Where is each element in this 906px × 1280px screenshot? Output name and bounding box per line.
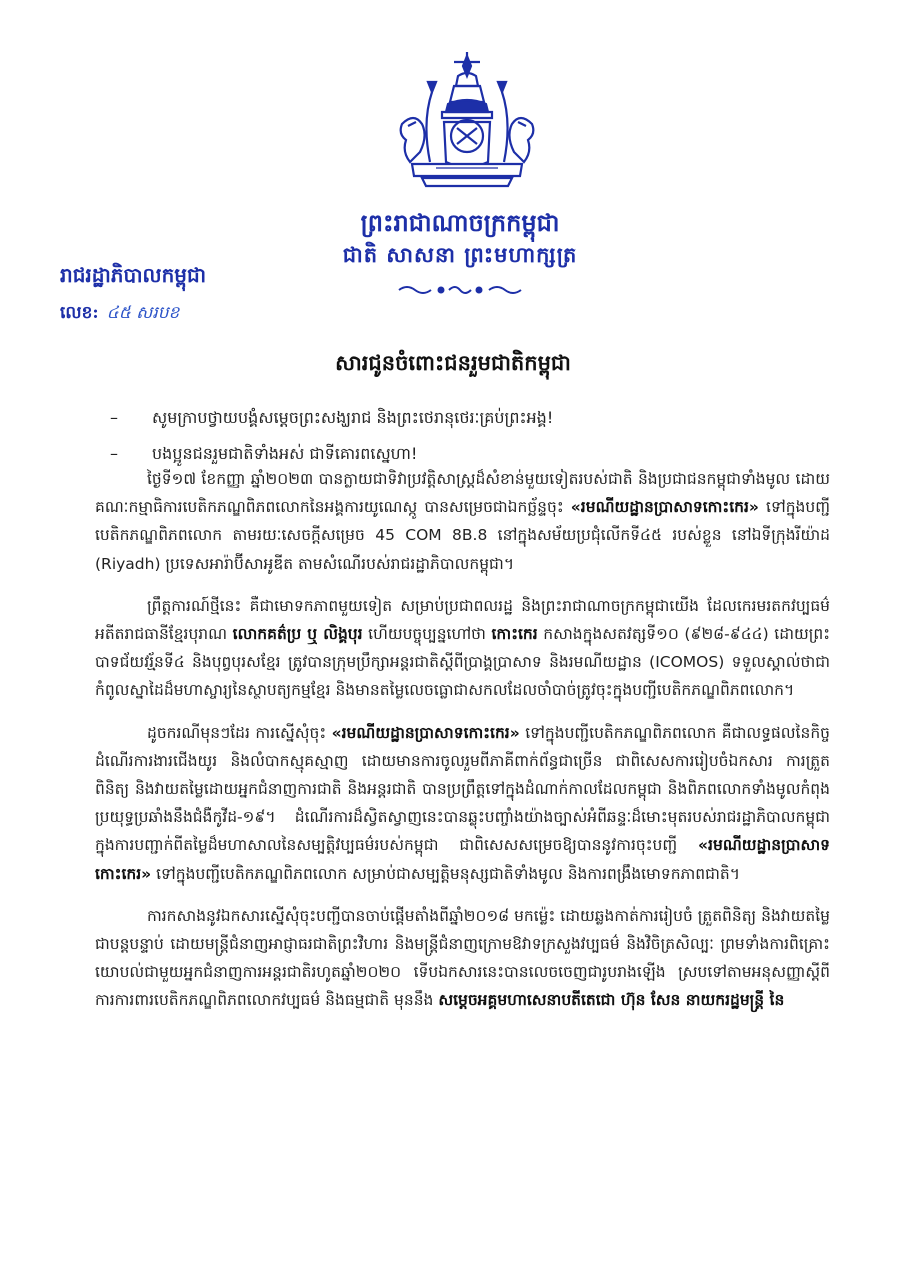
government-name: រាជរដ្ឋាភិបាលកម្ពុជា [60,263,206,287]
paragraph-text: ថ្ងៃទី១៧ ខែកញ្ញា ឆ្នាំ២០២៣ បានក្លាយជាទិវាប្រវត្តិសាស្ត្រដ៏សំខាន់មួយទៀតរបស់ជាតិ និងប្រជាជនកម្ពុជាទាំងមូល ដោយគណៈកម្មាធិការបេតិកភណ្ឌពិភពលោកនៃអង្គការយូណេស្កូ បានសម្រេចជាឯកច្ឆ័ន្ទចុះ [95,470,830,517]
salutation-text: សូមក្រាបថ្វាយបង្គំសម្តេចព្រះសង្ឃរាជ និងព្រះថេរានុថេរៈគ្រប់ព្រះអង្គ! [152,408,554,427]
paragraph-text: ហើយបច្ចុប្បន្នហៅថា [362,625,492,644]
body-paragraph [95,719,830,888]
body-paragraph [95,902,830,1015]
paragraph-text: ព្រឹត្តការណ៍ថ្មីនេះ គឺជាមោទកភាពមួយទៀត សម្រាប់ប្រជាពលរដ្ឋ និងព្រះរាជាណាចក្រកម្ពុជាយើង ដែលកេរមរតកវប្បធម៌អតីតរាជធានីខ្មែរបុរាណ [95,596,830,644]
paragraph-text: ទៅក្នុងបញ្ជីបេតិកភណ្ឌពិភពលោក តាមរយៈសេចក្តីសម្រេច 45 COM 8B.8 នៅក្នុងសម័យប្រជុំលើកទី៤៥ របស់ខ្លួន នៅឯទីក្រុងរីយ៉ាដ (Riyadh) ប្រទេសអារ៉ាប៊ីសាអូឌីត តាមសំណើរបស់រាជរដ្ឋាភិបាលកម្ពុជា។ [95,498,830,573]
document-title: សារជូនចំពោះជនរួមជាតិកម្ពុជា [335,350,571,375]
salutation-item [110,400,830,436]
paragraph-text: ការកសាងនូវឯកសារស្នើសុំចុះបញ្ជីបានចាប់ផ្តើមតាំងពីឆ្នាំ២០១៨ មកម្ល៉េះ ដោយឆ្លងកាត់ការរៀបចំ ត្រួតពិនិត្យ និងវាយតម្លៃជាបន្តបន្ទាប់ ដោយមន្ត្រីជំនាញអាជ្ញាធរជាតិព្រះវិហារ និងមន្ត្រីជំនាញក្រោមឱវាទក្រសួងវប្បធម៌ និងវិចិត្រសិល្បៈ ព្រមទាំងការពិគ្រោះយោបល់ជាមួយអ្នកជំនាញការអន្តរជាតិរហូតឆ្នាំ២០២០ ទើបឯកសារនេះបានលេចចេញជារូបរាងឡើង ស្របទៅតាមអនុសញ្ញាស្តីពីការការពារបេតិកភណ្ឌពិភពលោកវប្បធម៌ និងធម្មជាតិ មុននឹង [95,906,830,1010]
reference-number: ៤៥ សរបខ [106,303,180,323]
salutation-dash: – [110,408,118,427]
paragraph-text: ដូចករណីមុនៗដែរ ការស្នើសុំចុះ [147,723,332,742]
kingdom-title: ព្រះរាជាណាចក្រកម្ពុជា [360,208,560,237]
body-paragraph [95,465,830,578]
salutation-text: បងប្អូនជនរួមជាតិទាំងអស់ ជាទីគោរពស្នេហា! [152,444,418,463]
site-name-emphasis: «រមណីយដ្ឋានប្រាសាទកោះកេរ» [570,498,759,517]
reference-label: លេខ: [60,303,99,323]
decorative-ornament-icon [395,282,525,298]
body-paragraph [95,592,830,705]
letter-body [95,465,830,1029]
site-name-emphasis: «រមណីយដ្ឋានប្រាសាទកោះកេរ» [331,723,520,742]
paragraph-text: ទៅក្នុងបញ្ជីបេតិកភណ្ឌពិភពលោក គឺជាលទ្ធផលនៃកិច្ចដំណើរការងារជើងយូរ និងលំបាកស្មុគស្មាញ ដោយមានការចូលរួមពីភាគីពាក់ព័ន្ធជាច្រើន ជាពិសេសការរៀបចំឯកសារ ការត្រួតពិនិត្យ និងវាយតម្លៃដោយអ្នកជំនាញការជាតិ និងអន្តរជាតិ បានប្រព្រឹត្តទៅក្នុងដំណាក់កាលដែលកម្ពុជា និងពិភពលោកទាំងមូលកំពុងប្រយុទ្ធប្រឆាំងនឹងជំងឺកូវីដ-១៩។ ដំណើរការដ៏ស្វិតស្វាញនេះបានឆ្លុះបញ្ចាំងយ៉ាងច្បាស់អំពីឆន្ទៈដ៏មោះមុតរបស់រាជរដ្ឋាភិបាលកម្ពុជា ក្នុងការបញ្ជាក់ពីតម្លៃដ៏មហាសាលនៃសម្បត្តិវប្បធម៌របស់កម្ពុជា ជាពិសេសសម្រេចឱ្យបាននូវការចុះបញ្ជី [95,723,830,855]
salutation-dash: – [110,444,118,463]
salutation-list [110,400,830,472]
national-motto: ជាតិ សាសនា ព្រះមហាក្សត្រ [342,242,578,267]
ancient-capital-emphasis: លោកគត៌ប្រ ឬ លិង្គបុរ [232,625,363,644]
paragraph-text: ទៅក្នុងបញ្ជីបេតិកភណ្ឌពិភពលោក សម្រាប់ជាសម្បត្តិមនុស្សជាតិទាំងមូល និងការពង្រឹងមោទកភាពជាតិ។ [151,864,740,883]
site-name-emphasis: «រមណីយដ្ឋានប្រាសាទកោះកេរ» [95,836,830,883]
paragraph-text: កសាងក្នុងសតវត្សទី១០ (៩២៨-៩៤៤) ដោយព្រះបាទជ័យវរ្ម័នទី៤ និងបុព្វបុរសខ្មែរ ត្រូវបានក្រុមប្រឹក្សាអន្តរជាតិស្តីពីប្រាង្គប្រាសាទ និងរមណីយដ្ឋាន (ICOMOS) ទទួលស្គាល់ថាជាកំពូលស្នាដៃដ៏មហាស្ចារ្យនៃស្ថាបត្យកម្មខ្មែរ និងមានតម្លៃលេចធ្លោជាសកលដែលចាំបាច់ត្រូវចុះក្នុងបញ្ជីបេតិកភណ្ឌពិភពលោក។ [95,625,831,700]
royal-emblem-icon [392,52,542,192]
reference-line [60,302,179,327]
prime-minister-emphasis: សម្តេចអគ្គមហាសេនាបតីតេជោ ហ៊ុន សែន នាយករដ្ឋមន្ត្រី នៃ [438,991,785,1010]
site-name-emphasis: កោះកេរ [491,625,538,644]
